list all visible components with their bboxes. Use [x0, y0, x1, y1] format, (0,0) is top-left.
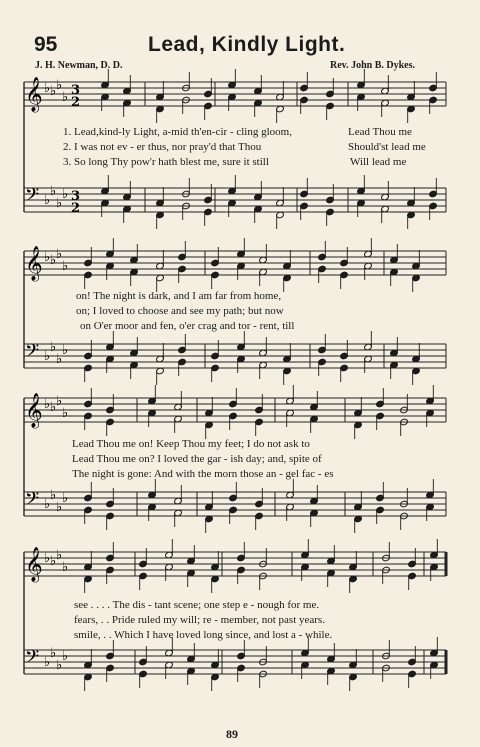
flat-sign: ♭	[56, 196, 63, 211]
flat-sign: ♭	[44, 551, 51, 566]
lyric-text: Will lead me	[350, 156, 407, 168]
flat-sign: ♭	[50, 340, 57, 355]
flat-sign: ♭	[44, 81, 51, 96]
bass-clef: 𝄢	[25, 489, 40, 514]
treble-clef: 𝄞	[25, 246, 43, 281]
flat-sign: ♭	[56, 500, 63, 515]
lyric-text: 1. Lead,kind-ly Light, a-mid th'en-cir - cling gloom,	[63, 126, 292, 138]
lyric-text: The night is gone: And with the morn those an - gel fac - es	[72, 468, 334, 480]
author-credit: J. H. Newman, D. D.	[35, 60, 123, 71]
lyric-text: on O'er moor and fen, o'er crag and tor - rent, till	[80, 320, 295, 332]
lyric-text: Should'st lead me	[348, 141, 426, 153]
flat-sign: ♭	[62, 649, 69, 664]
flat-sign: ♭	[62, 406, 69, 421]
treble-clef: 𝄞	[25, 77, 43, 112]
flat-sign: ♭	[62, 491, 69, 506]
flat-sign: ♭	[62, 90, 69, 105]
flat-sign: ♭	[50, 488, 57, 503]
flat-sign: ♭	[44, 193, 51, 208]
page-number: 89	[226, 727, 238, 741]
flat-sign: ♭	[50, 400, 57, 415]
flat-sign: ♭	[56, 247, 63, 262]
time-signature-bottom: 2	[71, 95, 81, 110]
lyric-text: Lead Thou me on! Keep Thou my feet; I do not ask to	[72, 438, 310, 450]
bass-clef: 𝄢	[25, 185, 40, 210]
hymn-number: 95	[34, 33, 58, 56]
lyric-text: 3. So long Thy pow'r hath blest me, sure it still	[63, 156, 269, 168]
flat-sign: ♭	[44, 397, 51, 412]
flat-sign: ♭	[56, 352, 63, 367]
lyric-text: see . . . . The dis - tant scene; one step e - nough for me.	[74, 599, 320, 611]
flat-sign: ♭	[56, 78, 63, 93]
lyric-text: on; I loved to choose and see my path; but now	[76, 305, 284, 317]
treble-clef: 𝄞	[25, 393, 43, 428]
lyric-text: fears, . . Pride ruled my will; re - member, not past years.	[74, 614, 325, 626]
flat-sign: ♭	[62, 560, 69, 575]
flat-sign: ♭	[50, 184, 57, 199]
bass-clef: 𝄢	[25, 341, 40, 366]
flat-sign: ♭	[44, 349, 51, 364]
flat-sign: ♭	[62, 259, 69, 274]
flat-sign: ♭	[50, 554, 57, 569]
flat-sign: ♭	[62, 343, 69, 358]
flat-sign: ♭	[56, 658, 63, 673]
time-signature-bottom: 2	[71, 201, 81, 216]
flat-sign: ♭	[50, 646, 57, 661]
flat-sign: ♭	[50, 84, 57, 99]
flat-sign: ♭	[44, 250, 51, 265]
flat-sign: ♭	[62, 187, 69, 202]
lyric-text: Lead Thou me	[348, 126, 412, 138]
flat-sign: ♭	[44, 497, 51, 512]
time-signature-top: 3	[71, 83, 81, 98]
hymn-title: Lead, Kindly Light.	[148, 33, 346, 56]
flat-sign: ♭	[50, 253, 57, 268]
flat-sign: ♭	[44, 655, 51, 670]
lyric-text: 2. I was not ev - er thus, nor pray'd that Thou	[63, 141, 262, 153]
bass-clef: 𝄢	[25, 647, 40, 672]
composer-credit: Rev. John B. Dykes.	[330, 60, 416, 71]
flat-sign: ♭	[56, 394, 63, 409]
lyric-text: smile, . . Which I have loved long since, and lost a - while.	[74, 629, 333, 641]
flat-sign: ♭	[56, 548, 63, 563]
treble-clef: 𝄞	[25, 547, 43, 582]
time-signature-top: 3	[71, 189, 81, 204]
lyric-text: Lead Thou me on? I loved the gar - ish day; and, spite of	[72, 453, 322, 465]
lyric-text: on! The night is dark, and I am far from home,	[76, 290, 282, 302]
